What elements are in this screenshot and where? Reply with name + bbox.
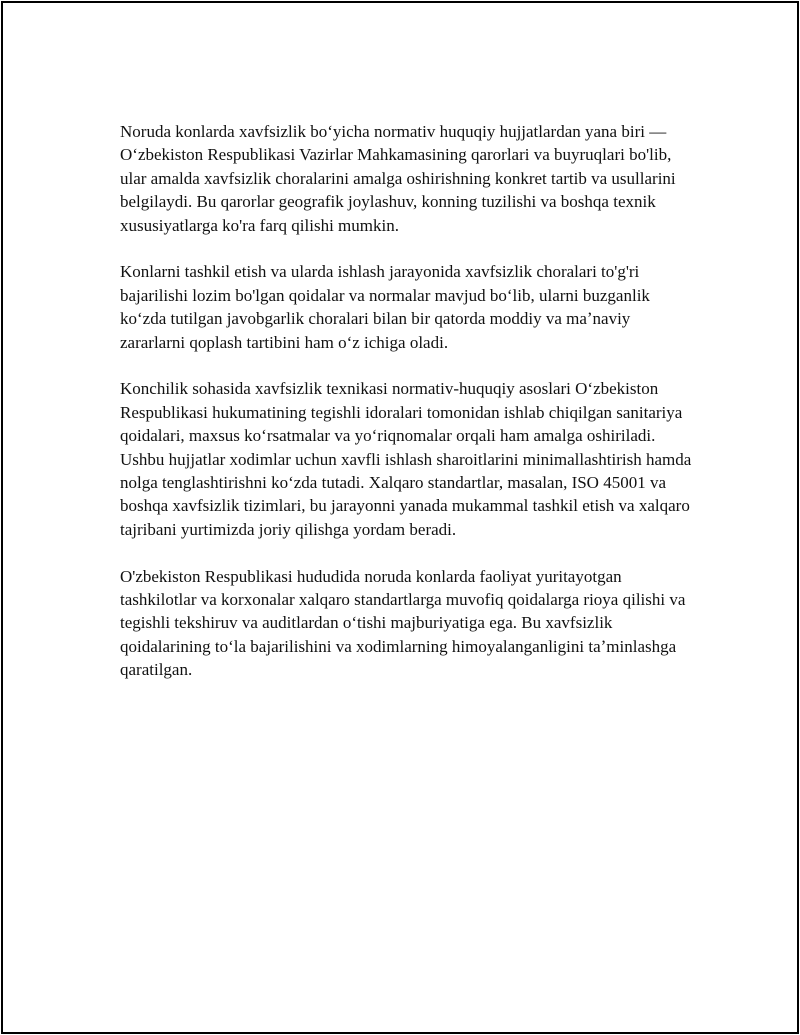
document-page [1,1,799,1034]
paragraph-2: Konlarni tashkil etish va ularda ishlash jarayonida xavfsizlik choralari to'g'ri bajarilishi lozim bo'lgan qoidalar va normalar mavjud boʻlib, ularni buzganlik koʻzda tutilgan javobgarlik choralari bilan bir qatorda moddiy va maʼnaviy zararlarni qoplash tartibini ham oʻz ichiga oladi. [120,262,650,352]
paragraph-1: Noruda konlarda xavfsizlik boʻyicha normativ huquqiy hujjatlardan yana biri — Oʻzbekiston Respublikasi Vazirlar Mahkamasining qarorlari va buyruqlari bo'lib, ular amalda xavfsizlik choralarini amalga oshirishning konkret tartib va usullarini belgilaydi. Bu qarorlar geografik joylashuv, konning tuzilishi va boshqa texnik xususiyatlarga ko'ra farq qilishi mumkin. [120,122,676,235]
document-body [120,120,696,705]
paragraph-3: Konchilik sohasida xavfsizlik texnikasi normativ-huquqiy asoslari Oʻzbekiston Respublikasi hukumatining tegishli idoralari tomonidan ishlab chiqilgan sanitariya qoidalari, maxsus koʻrsatmalar va yoʻriqnomalar orqali ham amalga oshiriladi. Ushbu hujjatlar xodimlar uchun xavfli ishlash sharoitlarini minimallashtirish hamda nolga tenglashtirishni koʻzda tutadi. Xalqaro standartlar, masalan, ISO 45001 va boshqa xavfsizlik tizimlari, bu jarayonni yanada mukammal tashkil etish va xalqaro tajribani yurtimizda joriy qilishga yordam beradi. [120,379,692,539]
paragraph-4: O'zbekiston Respublikasi hududida noruda konlarda faoliyat yuritayotgan tashkilotlar va korxonalar xalqaro standartlarga muvofiq qoidalarga rioya qilishi va tegishli tekshiruv va auditlardan oʻtishi majburiyatiga ega. Bu xavfsizlik qoidalarining toʻla bajarilishini va xodimlarning himoyalanganligini taʼminlashga qaratilgan. [120,566,686,680]
